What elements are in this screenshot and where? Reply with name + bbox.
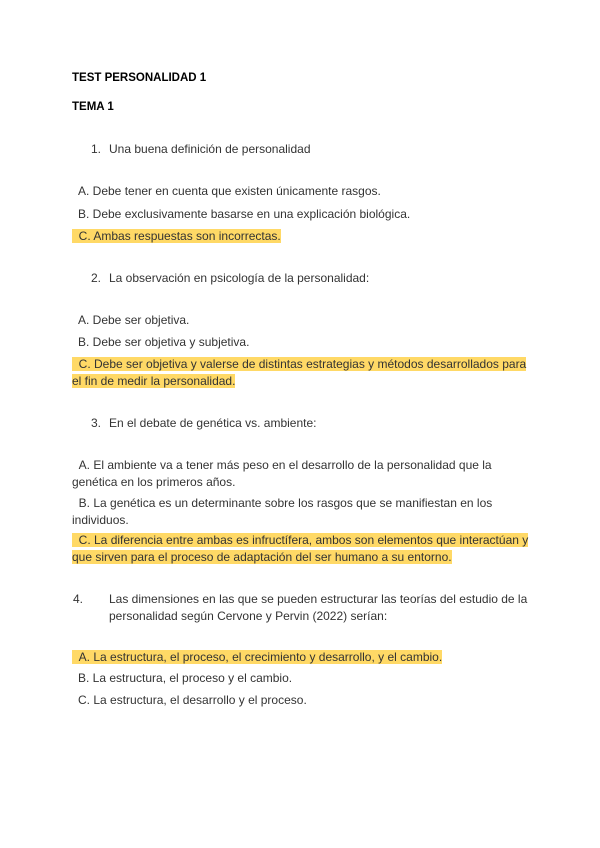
option-text-highlighted: A. La estructura, el proceso, el crecimiento y desarrollo, y el cambio. [72,650,442,664]
q2-option-b [72,334,540,351]
question-text: Las dimensiones en las que se pueden estructurar las teorías del estudio de la personalidad según Cervone y Pervin (2022) serían: [109,592,528,623]
option-text: B. Debe exclusivamente basarse en una explicación biológica. [78,207,411,221]
option-text: A. El ambiente va a tener más peso en el desarrollo de la personalidad que la genética en los primeros años. [72,458,492,489]
question-number: 2. [91,271,102,285]
option-text: B. Debe ser objetiva y subjetiva. [78,335,250,349]
q4-option-a [72,649,534,666]
q2-option-c [72,356,534,389]
option-text: A. Debe tener en cuenta que existen únicamente rasgos. [78,184,381,198]
question-2 [91,270,531,287]
q1-option-a [72,183,540,200]
document-title: TEST PERSONALIDAD 1 [72,72,207,84]
question-1 [91,141,531,158]
question-3 [91,415,531,432]
q3-option-b [72,495,534,528]
q4-option-c [72,692,540,709]
question-text: La observación en psicología de la personalidad: [109,271,370,285]
question-number: 3. [91,416,102,430]
q4-option-b [72,670,540,687]
question-text: Una buena definición de personalidad [109,142,311,156]
option-text-highlighted: C. La diferencia entre ambas es infructífera, ambos son elementos que interactúan y que sirven para el proceso de adaptación del ser humano a su entorno. [72,533,529,564]
question-text: En el debate de genética vs. ambiente: [109,416,317,430]
question-number: 4. [73,592,84,606]
question-number: 1. [91,142,102,156]
option-text: C. La estructura, el desarrollo y el proceso. [78,693,307,707]
option-text: B. La estructura, el proceso y el cambio. [78,671,293,685]
option-text: A. Debe ser objetiva. [78,313,190,327]
q1-option-c [72,228,534,245]
q3-option-a [72,457,534,490]
question-4 [73,591,549,624]
option-text: B. La genética es un determinante sobre los rasgos que se manifiestan en los individuos. [72,496,493,527]
section-heading: TEMA 1 [72,101,114,113]
q1-option-b [72,206,540,223]
option-text-highlighted: C. Debe ser objetiva y valerse de distintas estrategias y métodos desarrollados para el fin de medir la personalidad. [72,357,527,388]
q2-option-a [72,312,540,329]
q3-option-c [72,532,547,565]
option-text-highlighted: C. Ambas respuestas son incorrectas. [72,229,281,243]
